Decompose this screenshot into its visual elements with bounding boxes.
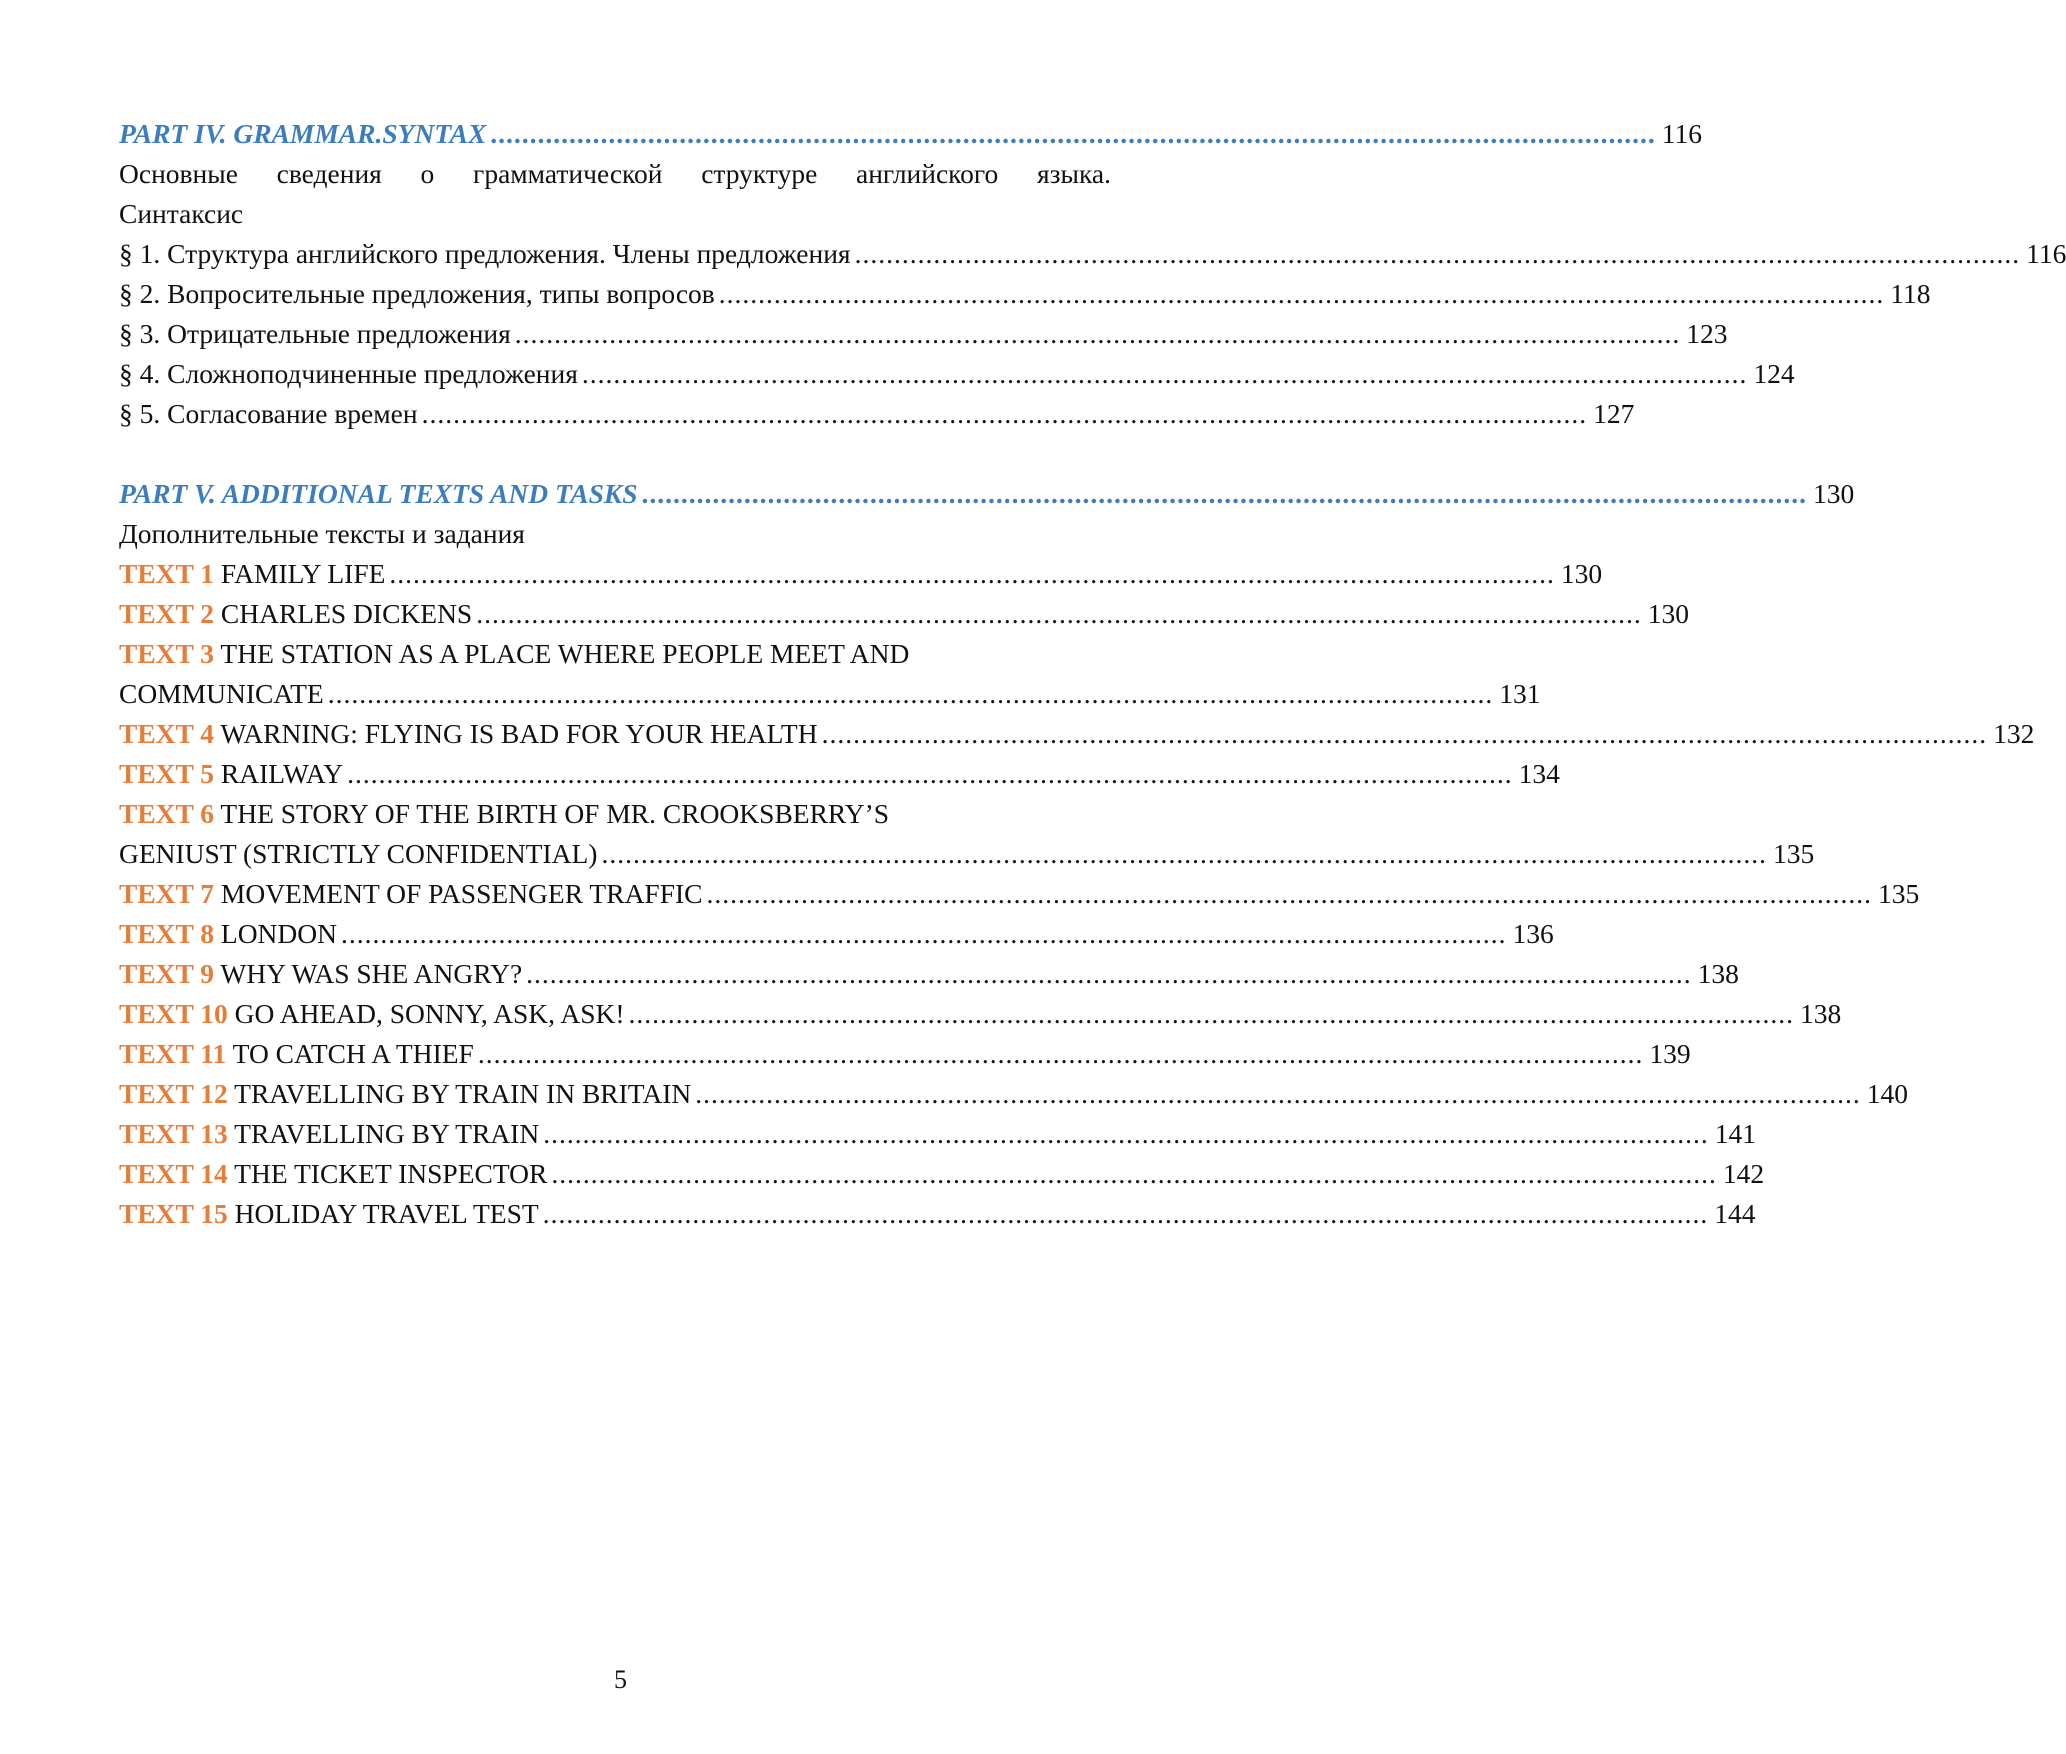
page-number: 5	[614, 1665, 627, 1694]
toc-entry[interactable]	[119, 274, 1931, 314]
toc-entry-cont[interactable]	[119, 674, 1541, 714]
page-ref: 127	[1593, 398, 1635, 429]
toc-entry[interactable]	[119, 714, 2035, 754]
page-ref: 132	[1993, 718, 2035, 749]
entry-title: TRAVELLING BY TRAIN IN BRITAIN	[234, 1078, 692, 1109]
text-label: TEXT 10	[119, 998, 228, 1029]
text-label: TEXT 12	[119, 1078, 228, 1109]
toc-entry[interactable]	[119, 954, 1739, 994]
text-label: TEXT 13	[119, 1118, 228, 1149]
entry-title: § 1. Структура английского предложения. Члены предложения	[119, 238, 851, 269]
dot-leader: ....................................................................................................................................................	[327, 678, 1494, 709]
page-ref: 124	[1753, 358, 1795, 389]
toc-entry[interactable]	[119, 754, 1560, 794]
text-label: TEXT 9	[119, 958, 215, 989]
entry-title: RAILWAY	[220, 758, 344, 789]
entry-title: HOLIDAY TRAVEL TEST	[234, 1198, 539, 1229]
page-ref: 135	[1772, 838, 1815, 869]
part-5-subtitle: Дополнительные тексты и задания	[119, 518, 525, 549]
entry-title: § 4. Сложноподчиненные предложения	[119, 358, 578, 389]
entry-title: LONDON	[220, 918, 337, 949]
text-label: TEXT 3	[119, 638, 215, 669]
entry-title: CHARLES DICKENS	[220, 598, 473, 629]
text-label: TEXT 4	[119, 718, 215, 749]
toc-entry[interactable]	[119, 234, 2066, 274]
entry-title: THE STORY OF THE BIRTH OF MR. CROOKSBERRY’S	[220, 798, 890, 829]
dot-leader: ....................................................................................................................................................	[641, 478, 1808, 509]
page-ref: 138	[1697, 958, 1739, 989]
page-ref: 135	[1878, 878, 1920, 909]
page-ref: 118	[1890, 278, 1931, 309]
toc-entry[interactable]	[119, 354, 1795, 394]
text-label: TEXT 1	[119, 558, 215, 589]
part-4-title: PART IV. GRAMMAR.SYNTAX	[119, 118, 487, 149]
text-label: TEXT 8	[119, 918, 215, 949]
dot-leader: ....................................................................................................................................................	[854, 238, 2021, 269]
page-ref: 130	[1813, 478, 1855, 509]
page-ref: 131	[1499, 678, 1541, 709]
toc-entry-cont[interactable]	[119, 834, 1815, 874]
dot-leader: ....................................................................................................................................................	[601, 838, 1767, 869]
text-label: TEXT 11	[119, 1038, 227, 1069]
entry-title: § 2. Вопросительные предложения, типы вопросов	[119, 278, 715, 309]
part-4-subtitle-cont: Синтаксис	[119, 198, 244, 229]
text-label: TEXT 14	[119, 1158, 228, 1189]
page-ref: 116	[2026, 238, 2066, 269]
page-ref: 138	[1800, 998, 1842, 1029]
text-label: TEXT 7	[119, 878, 215, 909]
page-ref: 144	[1714, 1198, 1756, 1229]
page-ref: 130	[1560, 558, 1603, 589]
entry-title-cont: GENIUST (STRICTLY CONFIDENTIAL)	[119, 838, 598, 869]
toc-entry[interactable]	[119, 314, 1728, 354]
entry-title: GO AHEAD, SONNY, ASK, ASK!	[234, 998, 625, 1029]
page-ref: 140	[1866, 1078, 1909, 1109]
text-label: TEXT 15	[119, 1198, 228, 1229]
entry-title: THE STATION AS A PLACE WHERE PEOPLE MEET AND	[220, 638, 910, 669]
toc-entry[interactable]	[119, 794, 1111, 834]
toc-entry[interactable]	[119, 914, 1554, 954]
entry-title: TO CATCH A THIEF	[232, 1038, 474, 1069]
dot-leader: ....................................................................................................................................................	[389, 558, 1555, 589]
dot-leader: ....................................................................................................................................................	[695, 1078, 1861, 1109]
page-ref: 134	[1518, 758, 1560, 789]
dot-leader: ....................................................................................................................................................	[718, 278, 1885, 309]
toc-entry[interactable]	[119, 1114, 1756, 1154]
text-label: TEXT 6	[119, 798, 215, 829]
part-4-heading[interactable]	[119, 114, 1703, 154]
dot-leader: ....................................................................................................................................................	[477, 1038, 1644, 1069]
page-ref: 139	[1649, 1038, 1691, 1069]
part-5-heading[interactable]	[119, 474, 1855, 514]
dot-leader: ....................................................................................................................................................	[341, 918, 1507, 949]
dot-leader: ....................................................................................................................................................	[821, 718, 1988, 749]
toc-entry[interactable]	[119, 594, 1689, 634]
dot-leader: ....................................................................................................................................................	[490, 118, 1656, 149]
toc-entry[interactable]	[119, 1194, 1756, 1234]
toc-entry[interactable]	[119, 874, 1920, 914]
page-ref: 136	[1512, 918, 1554, 949]
dot-leader: ....................................................................................................................................................	[542, 1198, 1709, 1229]
toc-entry[interactable]	[119, 994, 1842, 1034]
dot-leader: ....................................................................................................................................................	[628, 998, 1795, 1029]
page-ref: 130	[1647, 598, 1689, 629]
toc-entry[interactable]	[119, 634, 1111, 674]
entry-title: FAMILY LIFE	[220, 558, 386, 589]
dot-leader: ....................................................................................................................................................	[526, 958, 1692, 989]
dot-leader: ....................................................................................................................................................	[551, 1158, 1717, 1189]
page-ref: 142	[1722, 1158, 1765, 1189]
dot-leader: ....................................................................................................................................................	[347, 758, 1513, 789]
part-4-subtitle: Основные сведения о грамматической структуре английского языка.	[119, 158, 1111, 189]
dot-leader: ....................................................................................................................................................	[581, 358, 1748, 389]
part-5-title: PART V. ADDITIONAL TEXTS AND TASKS	[119, 478, 638, 509]
entry-title: THE TICKET INSPECTOR	[234, 1158, 548, 1189]
text-label: TEXT 5	[119, 758, 215, 789]
text-label: TEXT 2	[119, 598, 215, 629]
page-ref: 116	[1661, 118, 1703, 149]
dot-leader: ....................................................................................................................................................	[421, 398, 1588, 429]
toc-entry[interactable]	[119, 1074, 1909, 1114]
entry-title: WARNING: FLYING IS BAD FOR YOUR HEALTH	[220, 718, 818, 749]
toc-entry[interactable]	[119, 394, 1635, 434]
dot-leader: ....................................................................................................................................................	[514, 318, 1681, 349]
toc-entry[interactable]	[119, 1154, 1765, 1194]
entry-title: § 5. Согласование времен	[119, 398, 418, 429]
dot-leader: ....................................................................................................................................................	[543, 1118, 1709, 1149]
dot-leader: ....................................................................................................................................................	[476, 598, 1642, 629]
toc-entry[interactable]	[119, 554, 1603, 594]
page-ref: 141	[1714, 1118, 1756, 1149]
page-ref: 123	[1686, 318, 1728, 349]
entry-title: TRAVELLING BY TRAIN	[234, 1118, 540, 1149]
toc-entry[interactable]	[119, 1034, 1691, 1074]
entry-title: MOVEMENT OF PASSENGER TRAFFIC	[220, 878, 703, 909]
entry-title-cont: COMMUNICATE	[119, 678, 324, 709]
dot-leader: ....................................................................................................................................................	[706, 878, 1873, 909]
entry-title: § 3. Отрицательные предложения	[119, 318, 511, 349]
entry-title: WHY WAS SHE ANGRY?	[220, 958, 523, 989]
